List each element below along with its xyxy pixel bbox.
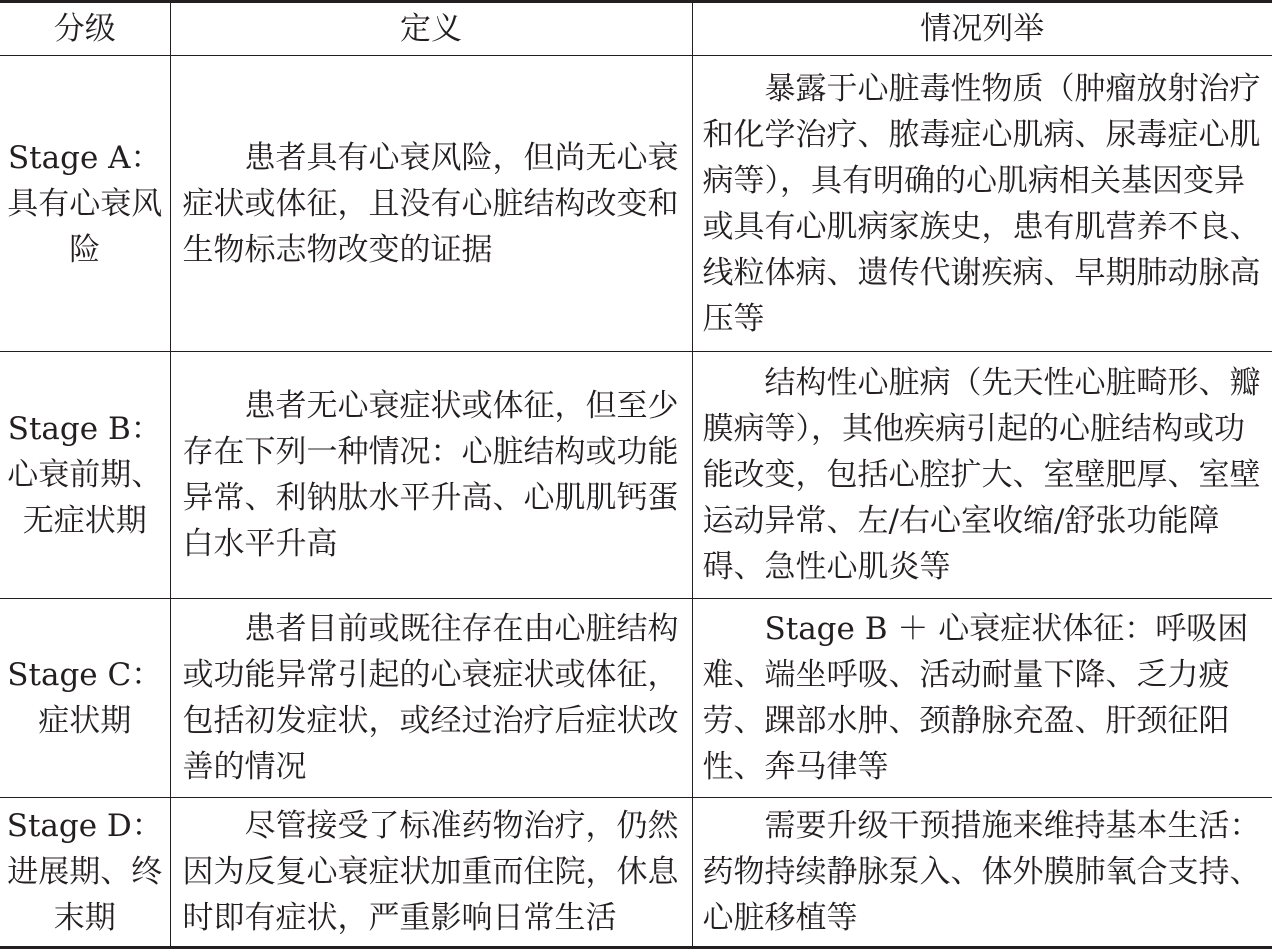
definition-text: 患者目前或既往存在由心脏结构或功能异常引起的心衰症状或体征，包括初发症状，或经过治疗后症状改善的情况 (182, 611, 679, 785)
definition-cell (170, 352, 692, 599)
examples-cell (692, 599, 1272, 798)
header-definition: 定义 (170, 2, 692, 56)
stage-cell: Stage B：心衰前期、无症状期 (0, 352, 170, 599)
definition-cell (170, 599, 692, 798)
definition-cell (170, 56, 692, 352)
examples-cell (692, 352, 1272, 599)
header-examples: 情况列举 (692, 2, 1272, 56)
header-row (0, 2, 1272, 56)
examples-text: Stage B ＋ 心衰症状体征：呼吸困难、端坐呼吸、活动耐量下降、乏力疲劳、踝部水肿、颈静脉充盈、肝颈征阳性、奔马律等 (702, 611, 1249, 785)
examples-cell (692, 56, 1272, 352)
table-header (0, 2, 1272, 56)
stage-cell: Stage C：症状期 (0, 599, 170, 798)
examples-cell (692, 798, 1272, 948)
stage-cell: Stage D：进展期、终末期 (0, 798, 170, 948)
table-row (0, 599, 1272, 798)
header-stage: 分级 (0, 2, 170, 56)
examples-text: 结构性心脏病（先天性心脏畸形、瓣膜病等），其他疾病引起的心脏结构或功能改变，包括心腔扩大、室壁肥厚、室壁运动异常、左/右心室收缩/舒张功能障碍、急性心肌炎等 (702, 365, 1261, 585)
table-row (0, 352, 1272, 599)
definition-text: 患者无心衰症状或体征，但至少存在下列一种情况：心脏结构或功能异常、利钠肽水平升高、心肌肌钙蛋白水平升高 (182, 388, 679, 562)
definition-text: 患者具有心衰风险，但尚无心衰症状或体征，且没有心脏结构改变和生物标志物改变的证据 (182, 139, 679, 268)
table-row (0, 56, 1272, 352)
table-row (0, 798, 1272, 948)
stage-cell: Stage A：具有心衰风险 (0, 56, 170, 352)
definition-text: 尽管接受了标准药物治疗，仍然因为反复心衰症状加重而住院，休息时即有症状，严重影响日常生活 (182, 808, 679, 936)
examples-text: 需要升级干预措施来维持基本生活：药物持续静脉泵入、体外膜肺氧合支持、心脏移植等 (702, 808, 1261, 936)
definition-cell (170, 798, 692, 948)
examples-text: 暴露于心脏毒性物质（肿瘤放射治疗和化学治疗、脓毒症心肌病、尿毒症心肌病等），具有明确的心肌病相关基因变异或具有心肌病家族史，患有肌营养不良、线粒体病、遗传代谢疾病、早期肺动脉高压等 (702, 70, 1261, 337)
table-body (0, 56, 1272, 948)
